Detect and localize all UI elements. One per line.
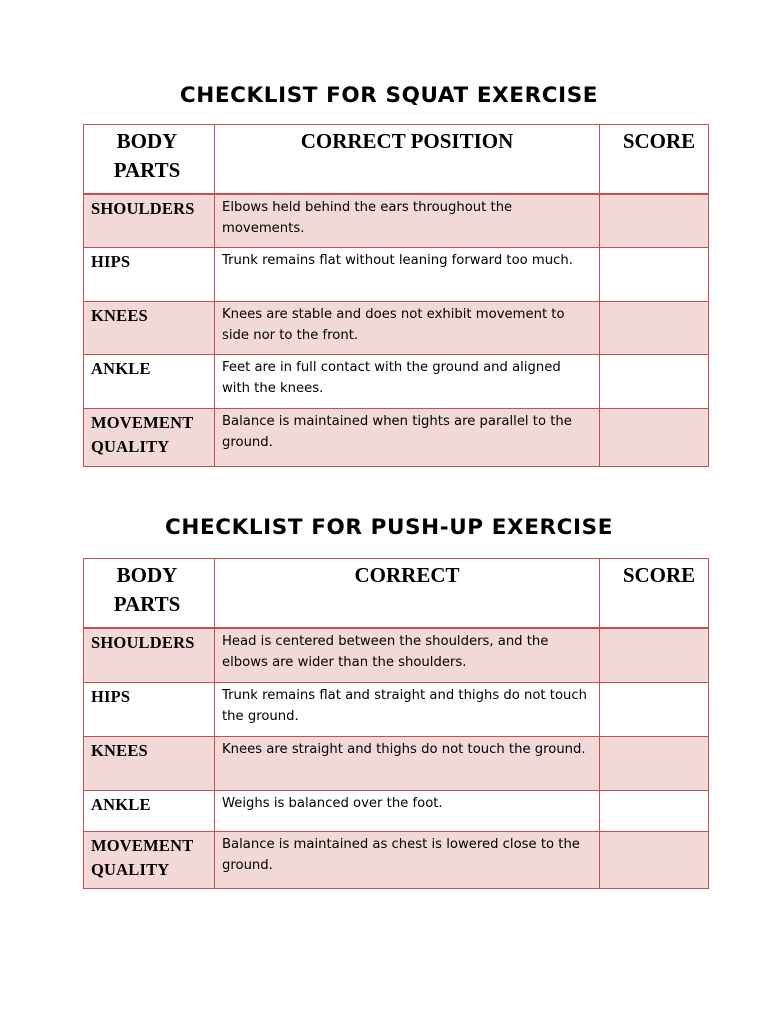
- table-row: [84, 408, 709, 466]
- body-parts-header: BODY PARTS: [84, 125, 215, 195]
- score-cell[interactable]: [600, 355, 709, 409]
- body-part-cell: HIPS: [84, 682, 215, 736]
- body-part-cell: SHOULDERS: [84, 194, 215, 248]
- body-parts-header: BODY PARTS: [84, 559, 215, 629]
- body-part-cell: KNEES: [84, 736, 215, 790]
- score-cell[interactable]: [600, 736, 709, 790]
- position-description-cell: Elbows held behind the ears throughout the movements.: [215, 194, 600, 248]
- squat-checklist-title: CHECKLIST FOR SQUAT EXERCISE: [179, 83, 599, 108]
- table-row: [84, 301, 709, 355]
- body-part-cell: KNEES: [84, 301, 215, 355]
- table-row: [84, 628, 709, 682]
- squat-checklist-table: [83, 124, 709, 467]
- score-cell[interactable]: [600, 248, 709, 302]
- table-row: [84, 790, 709, 831]
- position-description-cell: Knees are stable and does not exhibit movement to side nor to the front.: [215, 301, 600, 355]
- pushup-header-row: [84, 559, 709, 629]
- correct-header: CORRECT: [215, 559, 600, 629]
- position-description-cell: Trunk remains flat without leaning forward too much.: [215, 248, 600, 302]
- table-row: [84, 831, 709, 888]
- body-part-cell: ANKLE: [84, 790, 215, 831]
- score-cell[interactable]: [600, 194, 709, 248]
- score-cell[interactable]: [600, 831, 709, 888]
- score-cell[interactable]: [600, 408, 709, 466]
- table-row: [84, 248, 709, 302]
- score-cell[interactable]: [600, 682, 709, 736]
- body-part-cell: MOVEMENT QUALITY: [84, 831, 215, 888]
- table-row: [84, 736, 709, 790]
- body-part-cell: SHOULDERS: [84, 628, 215, 682]
- body-part-cell: HIPS: [84, 248, 215, 302]
- position-description-cell: Knees are straight and thighs do not touch the ground.: [215, 736, 600, 790]
- table-row: [84, 355, 709, 409]
- score-cell[interactable]: [600, 628, 709, 682]
- table-row: [84, 194, 709, 248]
- score-header: SCORE: [600, 125, 709, 195]
- position-description-cell: Head is centered between the shoulders, and the elbows are wider than the shoulders.: [215, 628, 600, 682]
- pushup-checklist-table: [83, 558, 709, 889]
- squat-header-row: [84, 125, 709, 195]
- score-cell[interactable]: [600, 301, 709, 355]
- position-description-cell: Feet are in full contact with the ground and aligned with the knees.: [215, 355, 600, 409]
- position-description-cell: Balance is maintained when tights are parallel to the ground.: [215, 408, 600, 466]
- pushup-checklist-title: CHECKLIST FOR PUSH-UP EXERCISE: [164, 515, 613, 540]
- score-cell[interactable]: [600, 790, 709, 831]
- position-description-cell: Balance is maintained as chest is lowered close to the ground.: [215, 831, 600, 888]
- score-header: SCORE: [600, 559, 709, 629]
- body-part-cell: MOVEMENT QUALITY: [84, 408, 215, 466]
- position-description-cell: Weighs is balanced over the foot.: [215, 790, 600, 831]
- table-row: [84, 682, 709, 736]
- correct-position-header: CORRECT POSITION: [215, 125, 600, 195]
- body-part-cell: ANKLE: [84, 355, 215, 409]
- position-description-cell: Trunk remains flat and straight and thighs do not touch the ground.: [215, 682, 600, 736]
